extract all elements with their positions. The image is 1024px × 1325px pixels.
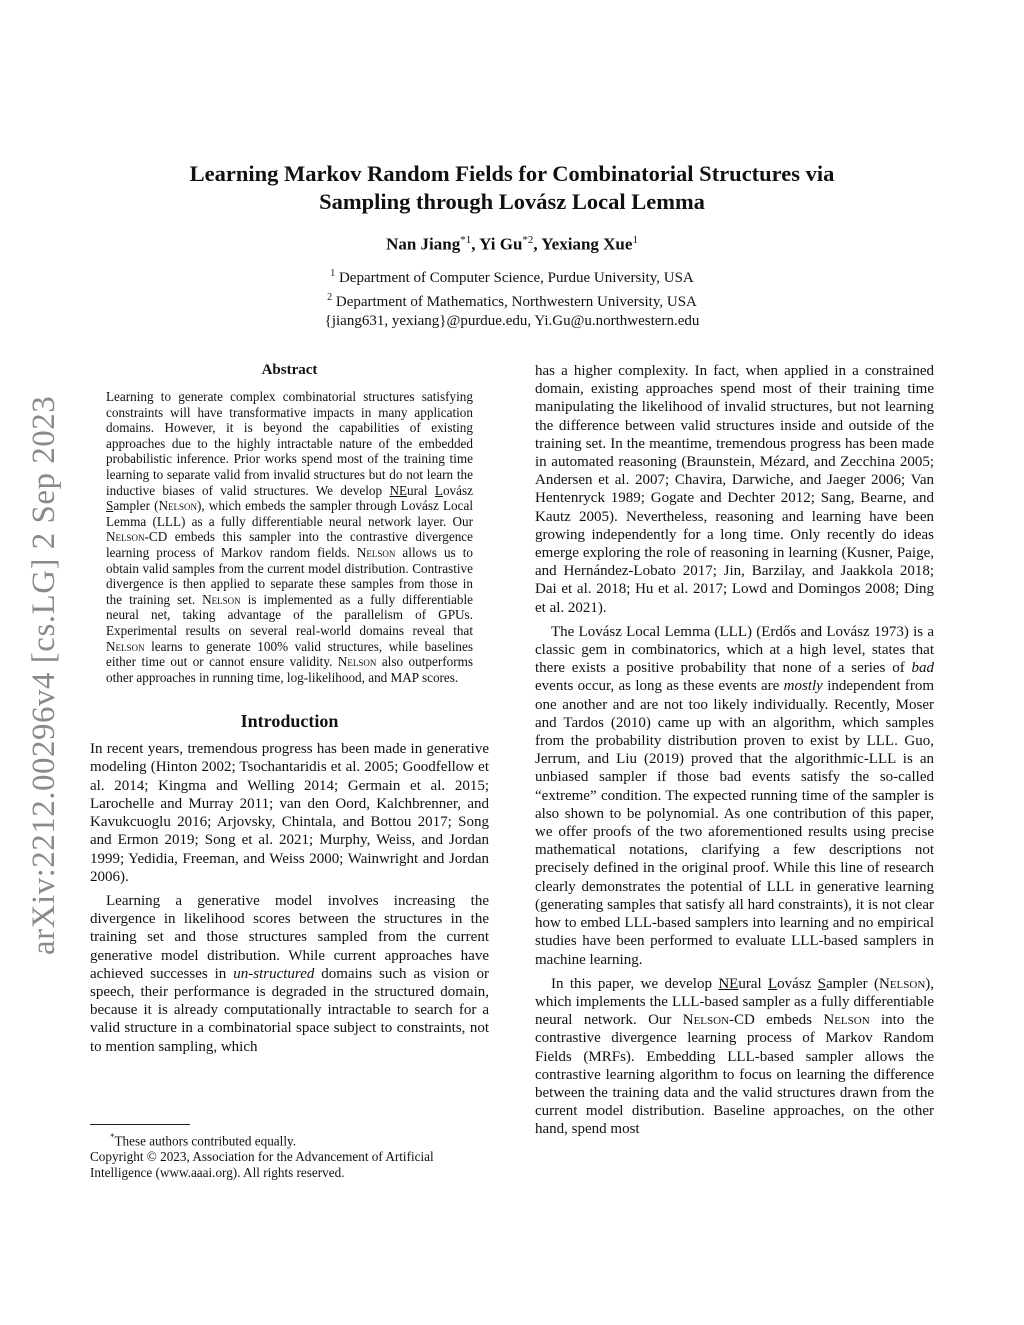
- affiliations: [120, 264, 904, 331]
- title-line-1: Learning Markov Random Fields for Combinatorial Structures via: [189, 161, 835, 186]
- affiliation-mark: 2: [327, 292, 333, 303]
- affiliation-text: Department of Mathematics, Northwestern University, USA: [335, 294, 697, 310]
- author-mark: *2: [522, 234, 534, 246]
- abstract-heading: Abstract: [261, 362, 318, 378]
- intro-paragraph-1: In recent years, tremendous progress has been made in generative modeling (Hinton 2002; Tsochantaridis et al. 2005; Goodfellow et al. 2014; Kingma and Welling 2014; Germain et al. 2015; Larochelle and Murray 2011; van den Oord, Kalchbrenner, and Kavukcuoglu 2016; Arjovsky, Chintala, and Bottou 2017; Song and Ermon 2019; Song et al. 2021; Murphy, Weiss, and Jordan 1999; Yedidia, Freeman, and Weiss 2000; Wainwright and Jordan 2006).: [90, 741, 489, 885]
- body-paragraph-contribution: In this paper, we develop NEural Lovász Sampler (Nelson), which implements the LLL-based sampler as a fully differentiable neural network. Our Nelson-CD embeds Nelson into the contrastive divergence learning process of Markov Random Fields (MRFs). Embedding LLL-based sampler allows the contrastive learning algorithm to focus on learning the difference between the training data and the valid structures drawn from the current model distribution. Baseline approaches, on the other hand, spend most: [535, 975, 935, 1138]
- title-line-2: Sampling through Lovász Local Lemma: [319, 189, 705, 214]
- affiliation-1: [120, 264, 904, 288]
- arxiv-stamp[interactable]: arXiv:2212.00296v4 [cs.LG] 2 Sep 2023: [26, 395, 62, 955]
- body-paragraph: has a higher complexity. In fact, when applied in a constrained domain, existing approaches spend most of their training time manipulating the likelihood of invalid structures, but not learning the difference between valid structures inside and outside of the training set. In the meantime, tremendous progress has been made in automated reasoning (Braunstein, Mézard, and Zecchina 2005; Andersen et al. 2007; Chavira, Darwiche, and Jaeger 2006; Van Hentenryck 1989; Gogate and Dechter 2012; Sang, Bearne, and Kautz 2005). Nevertheless, reasoning and learning have been growing independently for a long time. Only recently do ideas emerge exploring the role of reasoning in learning (Kusner, Paige, and Hernández-Lobato 2017; Jin, Barzilay, and Jaakkola 2018; Dai et al. 2018; Hu et al. 2017; Lowd and Domingos 2008; Ding et al. 2021).: [535, 363, 934, 616]
- footnotes: [90, 1124, 489, 1181]
- footnote-mark: *: [110, 1132, 115, 1142]
- body-paragraph-lll: The Lovász Local Lemma (LLL) (Erdős and Lovász 1973) is a classic gem in combinatorics, which at a high level, states that there exists a positive probability that none of a series of bad events occur, as long as these events are mostly independent from one another and are not too likely individually. Recently, Moser and Tardos (2010) came up with an algorithm, which samples from the probability distribution proven to exist by LLL. Guo, Jerrum, and Liu (2019) proved that the algorithmic-LLL is an unbiased sampler if those bad events satisfy the so-called “extreme” condition. The expected running time of the sampler is also shown to be polynomial. As one contribution of this paper, we offer proofs of the two aforementioned results using precise mathematical notations, clarifying a few descriptions not precisely defined in the original proof. While this line of research clearly demonstrates the potential of LLL in generative learning (generating samples that satisfy all hard constraints), it is not clear how to embed LLL-based samplers into learning and no empirical studies have been performed to evaluate LLL-based samplers in machine learning.: [535, 623, 935, 968]
- copyright-notice: Copyright © 2023, Association for the Advancement of Artificial Intelligence (www.aaai.org). All rights reserved.: [90, 1149, 434, 1181]
- abstract-body: Learning to generate complex combinatorial structures satisfying constraints will have transformative impacts in many application domains. However, it is beyond the capabilities of existing approaches due to the highly intractable nature of the embedded probabilistic inference. Prior works spend most of the training time learning to separate valid from invalid structures but do not learn the inductive biases of valid structures. We develop NEural Lovász Sampler (Nelson), which embeds the sampler through Lovász Local Lemma (LLL) as a fully differentiable neural network layer. Our Nelson-CD embeds this sampler into the contrastive divergence learning process of Markov random fields. Nelson allows us to obtain valid samples from the current model distribution. Contrastive divergence is then applied to separate these samples from those in the training set. Nelson is implemented as a fully differentiable neural net, taking advantage of the parallelism of GPUs. Experimental results on several real-world domains reveal that Nelson learns to generate 100% valid structures, while baselines either time out or cannot ensure validity. Nelson also outperforms other approaches in running time, log-likelihood, and MAP scores.: [106, 389, 473, 685]
- affiliation-text: Department of Computer Science, Purdue University, USA: [338, 270, 694, 286]
- author-name: Yexiang Xue: [541, 234, 633, 254]
- author-list: Nan Jiang$^{*1}$, Yi Gu$^{*2}$, Yexiang Xue$^1$: [386, 234, 638, 254]
- author-name: Yi Gu: [479, 234, 523, 254]
- author-mark: *1: [460, 234, 472, 246]
- left-column: [90, 362, 489, 1056]
- footnote-text: These authors contributed equally.: [114, 1133, 297, 1149]
- intro-paragraph-2: Learning a generative model involves increasing the divergence in likelihood scores between the structures in the training set and those structures sampled from the current generative model distribution. While current approaches have achieved successes in un-structured domains such as vision or speech, their performance is degraded in the structured domain, because it is already computationally intractable to search for a valid structure in a combinatorial space subject to constraints, not to mention sampling, which: [90, 892, 489, 1055]
- footnote-equal-contribution: [90, 1129, 489, 1149]
- affiliation-2: [120, 288, 904, 312]
- author-emails[interactable]: {jiang631, yexiang}@purdue.edu, Yi.Gu@u.northwestern.edu: [324, 313, 700, 329]
- paper-title: [120, 160, 904, 216]
- affiliation-mark: 1: [330, 268, 336, 279]
- author-name: Nan Jiang: [386, 234, 461, 254]
- author-mark: 1: [632, 234, 638, 246]
- right-column: [535, 362, 934, 1145]
- section-heading-introduction: Introduction: [240, 711, 339, 732]
- footnote-rule: [90, 1124, 190, 1125]
